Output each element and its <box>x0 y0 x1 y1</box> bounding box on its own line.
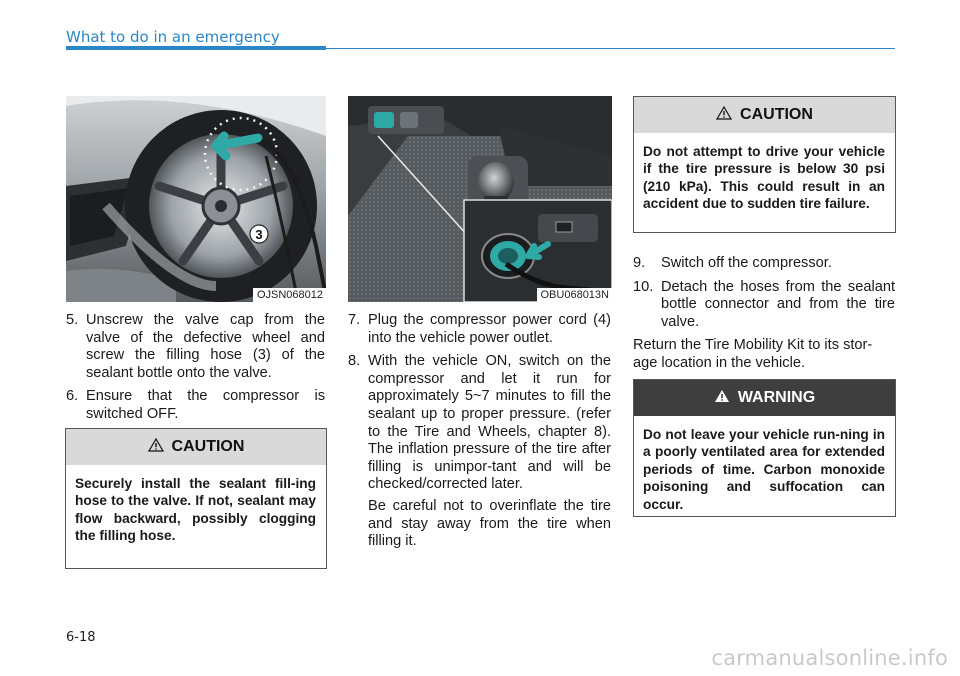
caution-text: Do not attempt to drive your vehicle if the tire pressure is below 30 psi (210 kPa). This could result in an accident due to sudden tire failure. <box>643 144 885 212</box>
warning-triangle-icon <box>148 438 164 457</box>
warning-box <box>633 379 896 517</box>
warning-triangle-icon <box>716 106 732 125</box>
step-number: 6. <box>66 388 79 405</box>
caution-box-right <box>633 96 896 233</box>
step-number: 9. <box>633 255 646 271</box>
power-outlet-photo <box>348 96 612 302</box>
caution-header <box>634 97 895 133</box>
warning-triangle-icon <box>714 389 730 408</box>
section-title: What to do in an emergency <box>66 28 280 46</box>
middle-steps <box>348 312 611 557</box>
right-steps <box>633 255 895 379</box>
figure-label: OJSN068012 <box>253 288 326 302</box>
caution-title: CAUTION <box>740 106 813 123</box>
step-number: 8. <box>348 353 361 370</box>
step-number: 10. <box>633 278 654 295</box>
step-text: Unscrew the valve cap from the valve of the defective wheel and screw the filling hose (3) of the sealant bottle onto the valve. <box>86 312 325 381</box>
caution-text: Securely install the sealant fill-ing hose to the valve. If not, sealant may flow backward, possibly clogging the filling hose. <box>75 476 316 544</box>
step-6 <box>66 388 325 423</box>
return-instruction: Return the Tire Mobility Kit to its stor-age location in the vehicle. <box>633 337 873 371</box>
warning-title: WARNING <box>737 389 816 406</box>
header-rule-thick <box>66 46 326 50</box>
page-number: 6-18 <box>66 630 96 645</box>
caution-box-left <box>65 428 327 569</box>
caution-title: CAUTION <box>171 438 245 455</box>
left-steps <box>66 312 325 430</box>
warning-header <box>634 380 895 416</box>
warning-text: Do not leave your vehicle run-ning in a poorly ventilated area for extended periods of time. Carbon monoxide poisoning and suffocation can occur. <box>643 427 885 512</box>
step-number: 7. <box>348 312 361 328</box>
step-10 <box>633 279 895 332</box>
step-text: With the vehicle ON, switch on the compressor and let it run for approximately 5~7 minutes to fill the sealant up to proper pressure. (refer to the Tire and Wheels, chapter 8). The inflation pressure of the tire after filling is unimpor-tant and will be checked/corrected later. <box>368 353 611 493</box>
step-text: Ensure that the compressor is switched OFF. <box>86 388 325 422</box>
step-9 <box>633 255 895 273</box>
step-text: Switch off the compressor. <box>661 255 832 271</box>
step-7 <box>348 312 611 347</box>
watermark: carmanualsonline.info <box>711 646 948 670</box>
caution-header <box>66 429 326 465</box>
step-number: 5. <box>66 312 79 328</box>
header-rule-thin <box>326 48 895 49</box>
step-8-note: Be careful not to overinflate the tire and stay away from the tire when filling it. <box>368 497 611 550</box>
step-text: Plug the compressor power cord (4) into the vehicle power outlet. <box>368 312 611 346</box>
step-8 <box>348 353 611 494</box>
wheel-valve-photo <box>66 96 326 302</box>
step-5 <box>66 312 325 382</box>
callout-3: 3 <box>255 227 263 242</box>
step-text: Detach the hoses from the sealant bottle connector and from the tire valve. <box>661 278 895 330</box>
figure-label: OBU068013N <box>537 288 613 302</box>
